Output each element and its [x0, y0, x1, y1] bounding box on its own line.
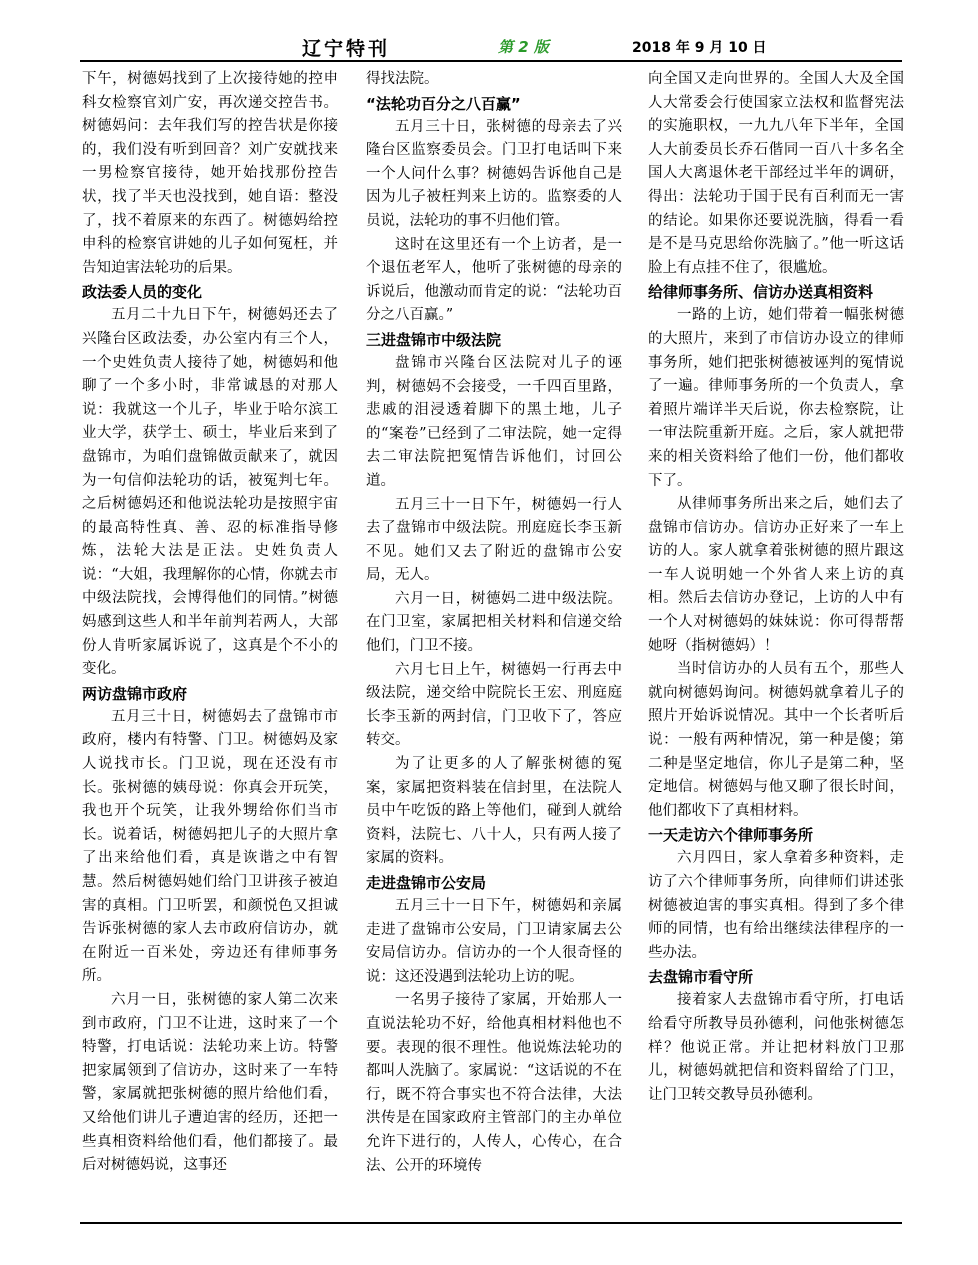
- article-paragraph: 当时信访办的人员有五个，那些人就向树德妈询问。树德妈就拿着儿子的照片开始诉说情况。其中一个长者听后说：一般有两种情况，第一种是傻；第二种是坚定地信，你儿子是第二种，坚定地信。树德妈与他又聊了很长时间，他们都收下了真相材料。: [648, 661, 904, 819]
- article-paragraph: 从律师事务所出来之后，她们去了盘锦市信访办。信访办正好来了一车上访的人。家人就拿着张树德的照片跟这一车人说明她一个外省人来上访的真相。然后去信访办登记，上访的人中有一个人对树德妈的妹妹说：你可得帮帮她呀（指树德妈）！: [648, 496, 904, 654]
- masthead-title: 辽宁特刊: [302, 38, 391, 60]
- section-heading: 三进盘锦市中级法院: [366, 330, 502, 349]
- section-heading: 走进盘锦市公安局: [366, 874, 487, 892]
- section-heading: 给律师事务所、信访办送真相资料: [648, 283, 874, 302]
- article-paragraph: 这时在这里还有一个上访者，是一个退伍老军人，他听了张树德的母亲的诉说后，他激动而肯定的说：“法轮功百分之八百赢。”: [366, 236, 622, 324]
- section-heading: 政法委人员的变化: [82, 283, 203, 302]
- article-paragraph: 六月一日，张树德的家人第二次来到市政府，门卫不让进，这时来了一个特警，打电话说：法轮功来上访。特警把家属领到了信访办，这时来了一车特警，家属就把张树德的照片给他们看，又给他们讲儿子遭迫害的经历，还把一些真相资料给他们看，他们都接了。最后对树德妈说，这事还: [82, 991, 338, 1174]
- article-paragraph: 一路的上访，她们带着一幅张树德的大照片，来到了市信访办设立的律师事务所，她们把张树德被诬判的冤情说了一遍。律师事务所的一个负责人，拿着照片端详半天后说，你去检察院，让一审法院重新开庭。之后，家人就把带来的相关资料给了他们一份，他们都收下了。: [648, 307, 904, 489]
- footer-rule: [80, 1222, 902, 1224]
- article-paragraph: 得找法院。: [366, 71, 439, 87]
- page-header: [80, 32, 902, 60]
- issue-number: 第 2 版: [498, 38, 549, 56]
- section-heading: 一天走访六个律师事务所: [648, 826, 814, 845]
- article-paragraph: 六月四日，家人拿着多种资料，走访了六个律师事务所，向律师们讲述张树德被迫害的事实真相。得到了多个律师的同情，也有给出继续法律程序的一些办法。: [648, 850, 904, 961]
- article-paragraph: 五月二十九日下午，树德妈还去了兴隆台区政法委，办公室内有三个人，一个史姓负责人接待了她，树德妈和他聊了一个多小时，非常诚恳的对那人说：我就这一个儿子，毕业于哈尔滨工业大学，获学士、硕士，毕业后来到了盘锦市，为咱们盘锦做贡献来了，就因为一句信仰法轮功的话，被冤判七年。之后树德妈还和他说法轮功是按照宇宙的最高特性真、善、忍的标准指导修炼，法轮大法是正法。史姓负责人说：“大姐，我理解你的心情，你就去市中级法院找，会博得他们的同情。”树德妈感到这些人和半年前判若两人，大部份人肯听家属诉说了，这真是个不小的变化。: [82, 307, 338, 678]
- article-paragraph: 盘锦市兴隆台区法院对儿子的诬判，树德妈不会接受，一千四百里路，悲戚的泪浸透着脚下的黑土地，儿子的“案卷”已经到了二审法院，她一定得去二审法院把冤情告诉他们，讨回公道。: [366, 354, 622, 489]
- article-paragraph: 一名男子接待了家属，开始那人一直说法轮功不好，给他真相材料他也不要。表现的很不理性。他说炼法轮功的都叫人洗脑了。家属说：“这话说的不在行，既不符合事实也不符合法律，大法洪传是在国家政府主管部门的主办单位允许下进行的，人传人，心传心，在合法、公开的环境传: [366, 992, 622, 1174]
- article-paragraph: 五月三十日，树德妈去了盘锦市市政府，楼内有特警、门卫。树德妈及家人说找市长。门卫说，现在还没有市长。张树德的姨母说：你真会开玩笑，我也开个玩笑，让我外甥给你们当市长。说着话，树德妈把儿子的大照片拿了出来给他们看，真是诙谐之中有智慧。然后树德妈她们给门卫讲孩子被迫害的真相。门卫听罢，和颜悦色又担诚告诉张树德的家人去市政府信访办，就在附近一百米处，旁边还有律师事务所。: [82, 708, 338, 985]
- article-paragraph: 六月一日，树德妈二进中级法院。在门卫室，家属把相关材料和信递交给他们，门卫不接。: [366, 590, 622, 655]
- article-paragraph: 五月三十一日下午，树德妈和亲属走进了盘锦市公安局，门卫请家属去公安局信访办。信访办的一个人很奇怪的说：这还没遇到法轮功上访的呢。: [366, 898, 622, 985]
- article-column-1: [82, 68, 338, 1218]
- section-heading: “法轮功百分之八百赢”: [366, 94, 521, 113]
- article-paragraph: 五月三十日，张树德的母亲去了兴隆台区监察委员会。门卫打电话叫下来一个人问什么事？树德妈告诉他自己是因为儿子被枉判来上访的。监察委的人员说，法轮功的事不归他们管。: [366, 118, 622, 229]
- section-heading: 两访盘锦市政府: [82, 684, 188, 703]
- article-paragraph: 下午，树德妈找到了上次接待她的控申科女检察官刘广安，再次递交控告书。树德妈问：去年我们写的控告状是你接的，我们没有听到回音？刘广安就找来一男检察官接待，她开始找那份控告状，找了半天也没找到，她自语：整没了，找不着原来的东西了。树德妈给控申科的检察官讲她的儿子如何冤枉，并告知迫害法轮功的后果。: [82, 71, 338, 276]
- article-paragraph: 为了让更多的人了解张树德的冤案，家属把资料装在信封里，在法院人员中午吃饭的路上等他们，碰到人就给资料，法院七、八十人，只有两人接了家属的资料。: [366, 756, 622, 867]
- article-paragraph: 五月三十一日下午，树德妈一行人去了盘锦市中级法院。刑庭庭长李玉新不见。她们又去了附近的盘锦市公安局，无人。: [366, 496, 622, 584]
- issue-date: 2018 年 9 月 10 日: [632, 40, 767, 56]
- article-paragraph: 接着家人去盘锦市看守所，打电话给看守所教导员孙德利，问他张树德怎样？他说正常。并让把材料放门卫那儿，树德妈就把信和资料留给了门卫，让门卫转交教导员孙德利。: [648, 992, 904, 1103]
- article-paragraph: 向全国又走向世界的。全国人大及全国人大常委会行使国家立法权和监督宪法的实施职权，一九九八年下半年，全国人大前委员长乔石偕同一百八十多名全国人大离退休老干部经过半年的调研，得出：法轮功于国于民有百利而无一害的结论。如果你还要说洗脑，得看一看是不是马克思给你洗脑了。”他一听这话脸上有点挂不住了，很尴尬。: [648, 71, 904, 276]
- article-column-2: [366, 68, 622, 1218]
- article-paragraph: 六月七日上午，树德妈一行再去中级法院，递交给中院院长王宏、刑庭庭长李玉新的两封信，门卫收下了，答应转交。: [366, 661, 622, 749]
- article-column-3: [648, 68, 904, 1218]
- section-heading: 去盘锦市看守所: [648, 968, 754, 987]
- header-rule: [80, 60, 902, 62]
